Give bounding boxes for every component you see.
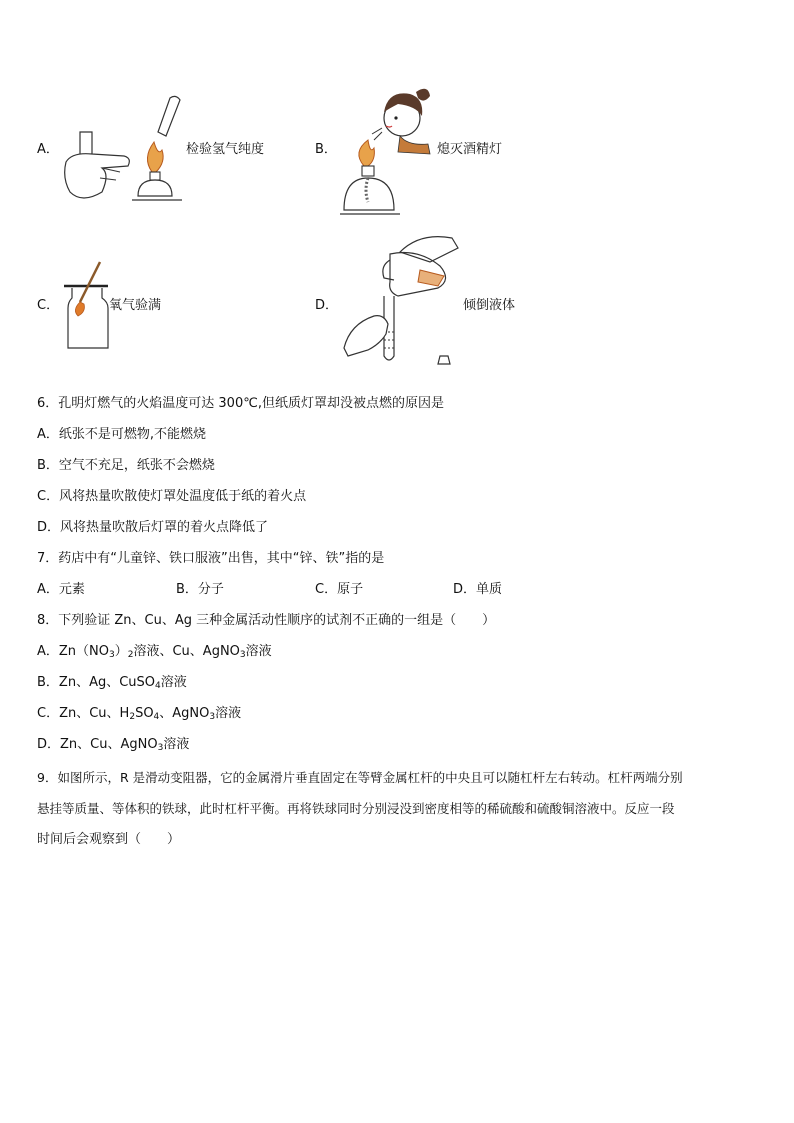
blow-out-lamp-figure <box>338 80 438 220</box>
question-7-option-b: B．分子 <box>176 582 224 597</box>
option-a-caption: 检验氢气纯度 <box>186 142 265 157</box>
question-9-line-1: 9．如图所示，R 是滑动变阻器，它的金属滑片垂直固定在等臂金属杠杆的中央且可以随杠杆左右转动。杠杆两端分别 <box>37 770 683 785</box>
question-8-option-a: A．$Zn(NO_3)_2$溶液、Cu、AgNO$_3$溶液 <box>37 644 272 660</box>
option-b-letter: B． <box>315 142 337 157</box>
option-a-letter: A． <box>37 142 59 157</box>
question-8-stem: 8．下列验证 Zn、Cu、Ag 三种金属活动性顺序的试剂不正确的一组是（ ） <box>37 613 496 628</box>
option-c-caption: 氧气验满 <box>109 298 162 313</box>
question-6-option-b: B．空气不充足，纸张不会燃烧 <box>37 458 215 473</box>
option-d-letter: D． <box>315 298 339 313</box>
question-8-option-c: C．Zn、Cu、$H_2SO_4$、AgNO$_3$溶液 <box>37 706 242 722</box>
option-d-caption: 倾倒液体 <box>463 298 516 313</box>
question-8-option-b: B．Zn、Ag、CuSO$_4$溶液 <box>37 675 187 691</box>
question-9-line-3: 时间后会观察到（ ） <box>37 832 181 847</box>
question-7-option-a: A．元素 <box>37 582 85 597</box>
question-7-stem: 7．药店中有“儿童锌、铁口服液”出售，其中“锌、铁”指的是 <box>37 551 385 566</box>
question-6-stem: 6．孔明灯燃气的火焰温度可达 300℃,但纸质灯罩却没被点燃的原因是 <box>37 396 444 411</box>
option-b-caption: 熄灭酒精灯 <box>437 142 503 157</box>
question-7-option-d: D．单质 <box>453 582 503 597</box>
oxygen-full-test-figure <box>62 258 114 354</box>
hydrogen-purity-test-figure <box>62 92 190 210</box>
question-6-option-d: D．风将热量吹散后灯罩的着火点降低了 <box>37 520 269 535</box>
option-c-letter: C． <box>37 298 60 313</box>
pour-liquid-figure <box>340 232 465 368</box>
question-9-line-2: 悬挂等质量、等体积的铁球，此时杠杆平衡。再将铁球同时分别浸没到密度相等的稀硫酸和硫酸铜溶液中。反应一段 <box>37 801 675 816</box>
question-6-option-a: A．纸张不是可燃物,不能燃烧 <box>37 427 207 442</box>
question-7-option-c: C．原子 <box>315 582 364 597</box>
question-6-option-c: C．风将热量吹散使灯罩处温度低于纸的着火点 <box>37 489 307 504</box>
question-8-option-d: D．Zn、Cu、AgNO$_3$溶液 <box>37 737 190 753</box>
